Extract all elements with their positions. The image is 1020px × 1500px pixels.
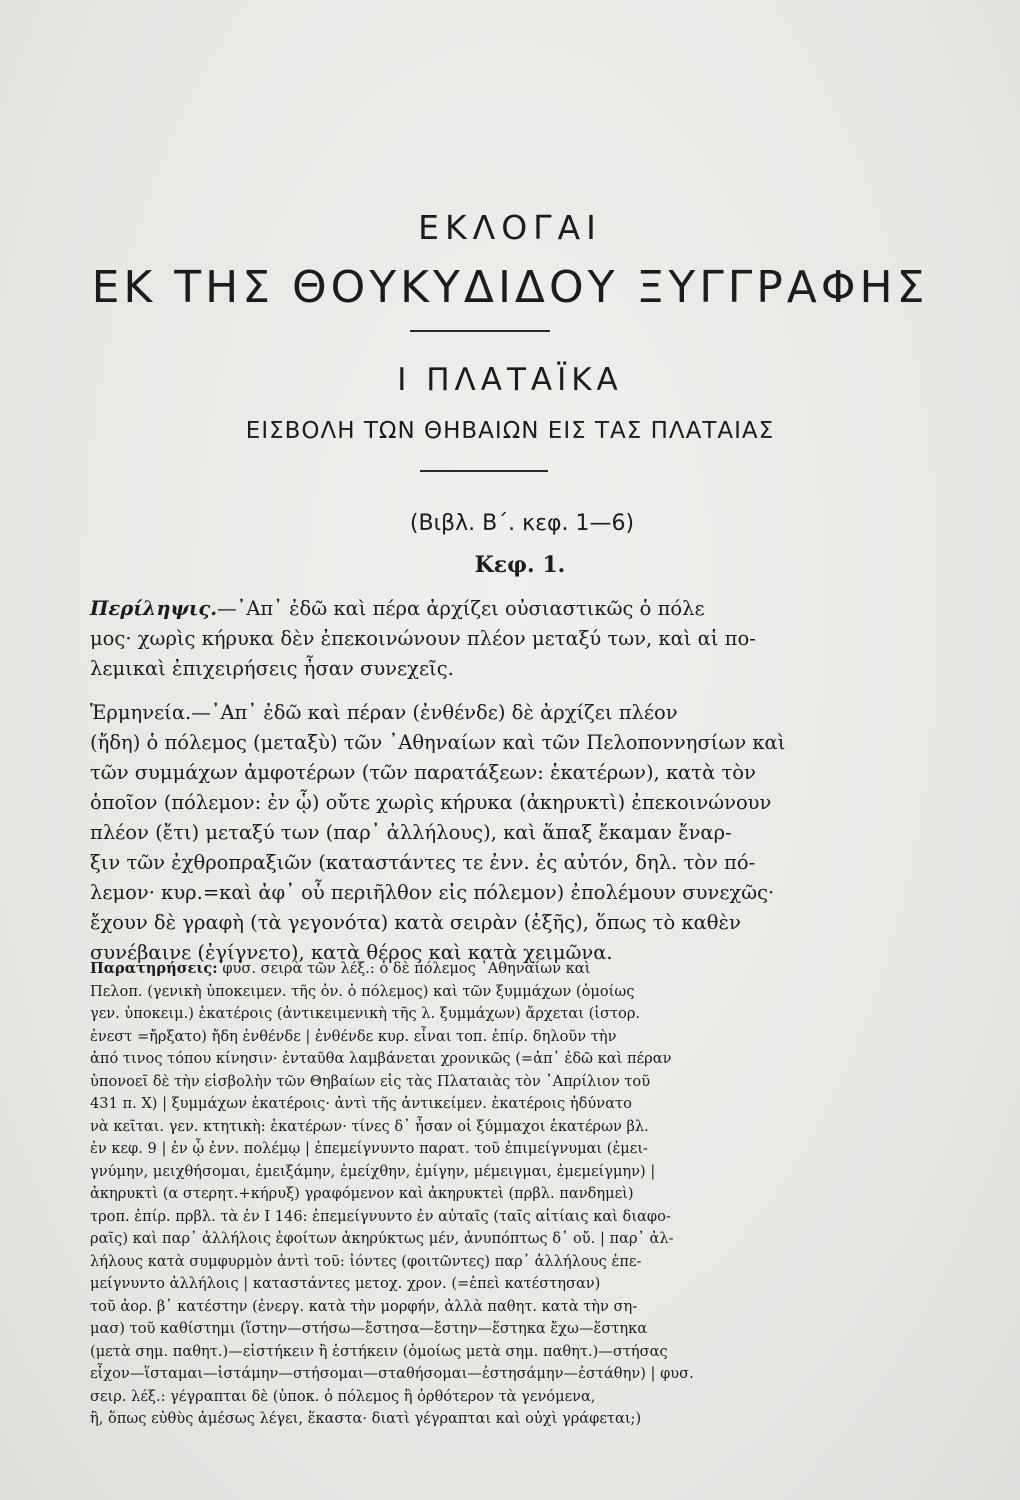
section-heading: Κεφ. 1. (474, 552, 566, 578)
page-title: ΕΚ ΤΗΣ ΘΟΥΚΥΔΙΔΟΥ ΞΥΓΓΡΑΦΗΣ (91, 262, 929, 313)
notes-line: ἀκηρυκτὶ (α στερητ.+κήρυξ) γραφόμενον καὶ ἀκηρυκτεὶ (πρβλ. πανδημεὶ) (90, 1185, 634, 1202)
summary-label: Περίληψις. (90, 597, 217, 620)
interpretation-line: (ἤδη) ὁ πόλεμος (μεταξὺ) τῶν ᾿Αθηναίων καὶ τῶν Πελοποννησίων καὶ (90, 731, 786, 754)
notes-line: 431 π. Χ) | ξυμμάχων ἑκατέροις· ἀντὶ τῆς ἀντικείμεν. ἑκατέροις ἠδύνατο (90, 1095, 632, 1112)
interpretation-label: Ἑρμηνεία. (90, 701, 192, 724)
divider-rule (410, 330, 550, 332)
notes-text: φυσ. σειρὰ τῶν λέξ.: ὁ δὲ πόλεμος ᾿Αθηναίων καὶ (222, 960, 591, 977)
notes-line: ραῖς) καὶ παρ᾿ ἀλλήλοις ἐφοίτων ἀκηρύκτως μέν, ἀνυπόπτως δ᾿ οὔ. | παρ᾿ ἀλ- (90, 1230, 674, 1247)
interpretation-line: συνέβαινε (ἐγίγνετο), κατὰ θέρος καὶ κατὰ χειμῶνα. (90, 941, 613, 964)
chapter-heading: Ι ΠΛΑΤΑΪΚΑ (397, 362, 623, 398)
notes-line: τοῦ ἀορ. β᾿ κατέστην (ἐνεργ. κατὰ τὴν μορφήν, ἀλλὰ παθητ. κατὰ τὴν ση- (90, 1297, 638, 1315)
interpretation-line (90, 698, 910, 728)
summary-line: μος· χωρὶς κήρυκα δὲν ἐπεκοινώνουν πλέον μεταξύ των, καὶ αἱ πο- (90, 627, 756, 650)
chapter-subheading: ΕΙΣΒΟΛΗ ΤΩΝ ΘΗΒΑΙΩΝ ΕΙΣ ΤΑΣ ΠΛΑΤΑΙΑΣ (245, 418, 775, 444)
notes-label: Παρατηρήσεις: (90, 960, 218, 977)
interpretation-paragraph (90, 698, 910, 968)
book-reference: (Βιβλ. Β΄. κεφ. 1—6) (409, 511, 635, 536)
notes-line: μασ) τοῦ καθίστημι (ἵστην—στήσω—ἔστησα—ἔστην—ἕστηκα ἔχω—ἕστηκα (90, 1320, 648, 1337)
notes-line: ἐν κεφ. 9 | ἐν ᾧ ἐνν. πολέμῳ | ἐπεμείγνυντο παρατ. τοῦ ἐπιμείγνυμαι (ἐμει- (90, 1140, 648, 1157)
interpretation-line: τῶν συμμάχων ἀμφοτέρων (τῶν παρατάξεων: ἑκατέρων), κατὰ τὸν (90, 761, 756, 784)
notes-line: εἶχον—ἵσταμαι—ἱστάμην—στήσομαι—σταθήσομαι—ἐστησάμην—ἐστάθην) | φυσ. (90, 1365, 694, 1382)
notes-line: ἢ, ὅπως εὐθὺς ἀμέσως λέγει, ἕκαστα· διατὶ γέγραπται καὶ οὐχὶ γράφεται;) (90, 1410, 642, 1427)
notes-line: σειρ. λέξ.: γέγραπται δὲ (ὑποκ. ὁ πόλεμος ἢ ὀρθότερον τὰ γενόμενα, (90, 1387, 596, 1405)
divider-rule (420, 470, 548, 472)
interpretation-line: λεμον· κυρ.=καὶ ἀφ᾿ οὗ περιῆλθον εἰς πόλεμον) ἐπολέμουν συνεχῶς· (90, 881, 775, 904)
interpretation-line: πλέον (ἔτι) μεταξύ των (παρ᾿ ἀλλήλους), καὶ ἅπαξ ἔκαμαν ἔναρ- (90, 821, 732, 844)
interpretation-line: ξιν τῶν ἐχθροπραξιῶν (καταστάντες τε ἐνν. ἐς αὐτόν, δηλ. τὸν πό- (90, 851, 756, 874)
summary-line: λεμικαὶ ἐπιχειρήσεις ἦσαν συνεχεῖς. (90, 657, 454, 680)
notes-line: ἀπό τινος τόπου κίνησιν· ἐνταῦθα λαμβάνεται χρονικῶς (=ἀπ᾿ ἐδῶ καὶ πέραν (90, 1050, 672, 1067)
summary-paragraph (90, 594, 910, 684)
title-small: ΕΚΛΟΓΑΙ (418, 208, 602, 247)
notes-paragraph (90, 958, 920, 1431)
notes-line: Πελοπ. (γενικὴ ὑποκειμεν. τῆς ὀν. ὁ πόλεμος) καὶ τῶν ξυμμάχων (ὁμοίως (90, 982, 635, 1000)
notes-line: (μετὰ σημ. παθητ.)—εἱστήκειν ἢ ἑστήκειν (ὁμοίως μετὰ σημ. παθητ.)—στήσας (90, 1342, 668, 1360)
notes-line: ἐνεστ =ἤρξατο) ἤδη ἐνθένδε | ἐνθένδε κυρ. εἶναι τοπ. ἐπίρ. δηλοῦν τὴν (90, 1027, 617, 1045)
notes-line: γεν. ὑποκειμ.) ἑκατέροις (ἀντικειμενικὴ τῆς λ. ξυμμάχων) ἄρχεται (ἱστορ. (90, 1005, 641, 1022)
notes-line: γνύμην, μειχθήσομαι, ἐμειξάμην, ἐμείχθην, ἐμίγην, μέμειγμαι, ἐμεμείγμην) | (90, 1162, 656, 1180)
notes-line (90, 958, 920, 981)
notes-line: νὰ κεῖται. γεν. κτητικὴ: ἑκατέρων· τίνες δ᾿ ἦσαν οἱ ξύμμαχοι ἑκατέρων βλ. (90, 1117, 649, 1135)
notes-line: ὑπονοεῖ δὲ τὴν εἰσβολὴν τῶν Θηβαίων εἰς τὰς Πλαταιὰς τὸν ᾿Απρίλιον τοῦ (90, 1072, 651, 1090)
summary-text: —᾿Απ᾿ ἐδῶ καὶ πέρα ἀρχίζει οὐσιαστικῶς ὁ πόλε (217, 597, 705, 620)
interpretation-text: —᾿Απ᾿ ἐδῶ καὶ πέραν (ἐνθένδε) δὲ ἀρχίζει πλέον (191, 701, 678, 724)
interpretation-line: ὁποῖον (πόλεμον: ἐν ᾧ) οὔτε χωρὶς κήρυκα (ἀκηρυκτὶ) ἐπεκοινώνουν (90, 791, 772, 814)
notes-line: μείγνυντο ἀλλήλοις | καταστάντες μετοχ. χρον. (=ἐπεὶ κατέστησαν) (90, 1275, 601, 1292)
notes-line: λήλους κατὰ συμφυρμὸν ἀντὶ τοῦ: ἰόντες (φοιτῶντες) παρ᾿ ἀλλήλους ἐπε- (90, 1252, 642, 1270)
notes-line: τροπ. ἐπίρ. πρβλ. τὰ ἐν Ι 146: ἐπεμείγνυντο ἐν αὐταῖς (ταῖς αἰτίαις καὶ διαφο- (90, 1207, 671, 1225)
summary-line (90, 594, 910, 624)
interpretation-line: ἔχουν δὲ γραφὴ (τὰ γεγονότα) κατὰ σειρὰν (ἑξῆς), ὅπως τὸ καθὲν (90, 911, 741, 934)
